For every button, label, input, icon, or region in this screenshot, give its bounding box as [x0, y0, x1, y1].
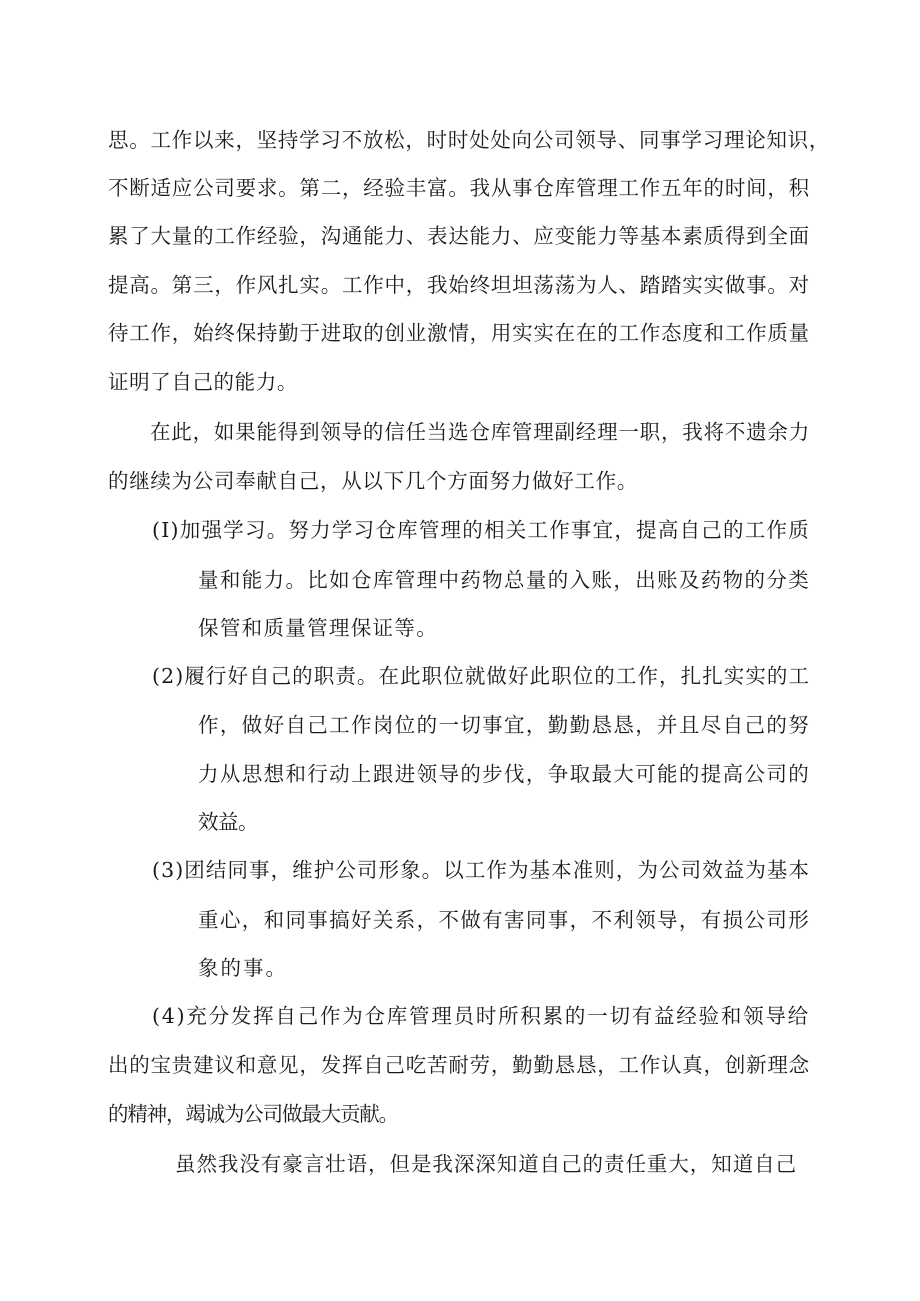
text-line: 保管和质量管理保证等。	[198, 616, 438, 640]
text-line: 待工作，始终保持勤于进取的创业激情，用实实在在的工作态度和工作质量	[108, 321, 810, 345]
text-line: 重心，和同事搞好关系，不做有害同事，不利领导，有损公司形	[198, 908, 810, 932]
text-line: (2)履行好自己的职责。在此职位就做好此职位的工作，扎扎实实的工	[152, 664, 810, 688]
text-line: 力从思想和行动上跟进领导的步伐，争取最大可能的提高公司的	[198, 762, 810, 786]
text-line: 效益。	[198, 810, 258, 834]
text-line: 累了大量的工作经验，沟通能力、表达能力、应变能力等基本素质得到全面	[108, 224, 810, 248]
text-line: (4)充分发挥自己作为仓库管理员时所积累的一切有益经验和领导给	[152, 1004, 810, 1028]
text-line: (I)加强学习。努力学习仓库管理的相关工作事宜，提高自己的工作质	[152, 518, 810, 542]
text-line: 的继续为公司奉献自己，从以下几个方面努力做好工作。	[108, 469, 638, 493]
text-line: 出的宝贵建议和意见，发挥自己吃苦耐劳，勤勤恳恳，工作认真，创新理念	[108, 1053, 810, 1077]
text-line: 的精神，竭诚为公司做最大贡献。	[108, 1102, 398, 1126]
text-line: 虽然我没有豪言壮语，但是我深深知道自己的责任重大，知道自己	[175, 1152, 797, 1176]
text-line: 量和能力。比如仓库管理中药物总量的入账，出账及药物的分类	[198, 568, 810, 592]
text-line: 提高。第三，作风扎实。工作中，我始终坦坦荡荡为人、踏踏实实做事。对	[108, 273, 810, 297]
text-line: 作，做好自己工作岗位的一切事宜，勤勤恳恳，并且尽自己的努	[198, 713, 810, 737]
text-line: 象的事。	[198, 956, 288, 980]
text-line: 思。工作以来，坚持学习不放松，时时处处向公司领导、同事学习理论知识，	[108, 128, 830, 152]
text-line: 在此，如果能得到领导的信任当选仓库管理副经理一职，我将不遗余力	[150, 420, 810, 444]
text-line: 不断适应公司要求。第二，经验丰富。我从事仓库管理工作五年的时间，积	[108, 176, 810, 200]
text-line: 证明了自己的能力。	[108, 370, 298, 394]
text-line: (3)团结同事，维护公司形象。以工作为基本准则，为公司效益为基本	[152, 858, 810, 882]
